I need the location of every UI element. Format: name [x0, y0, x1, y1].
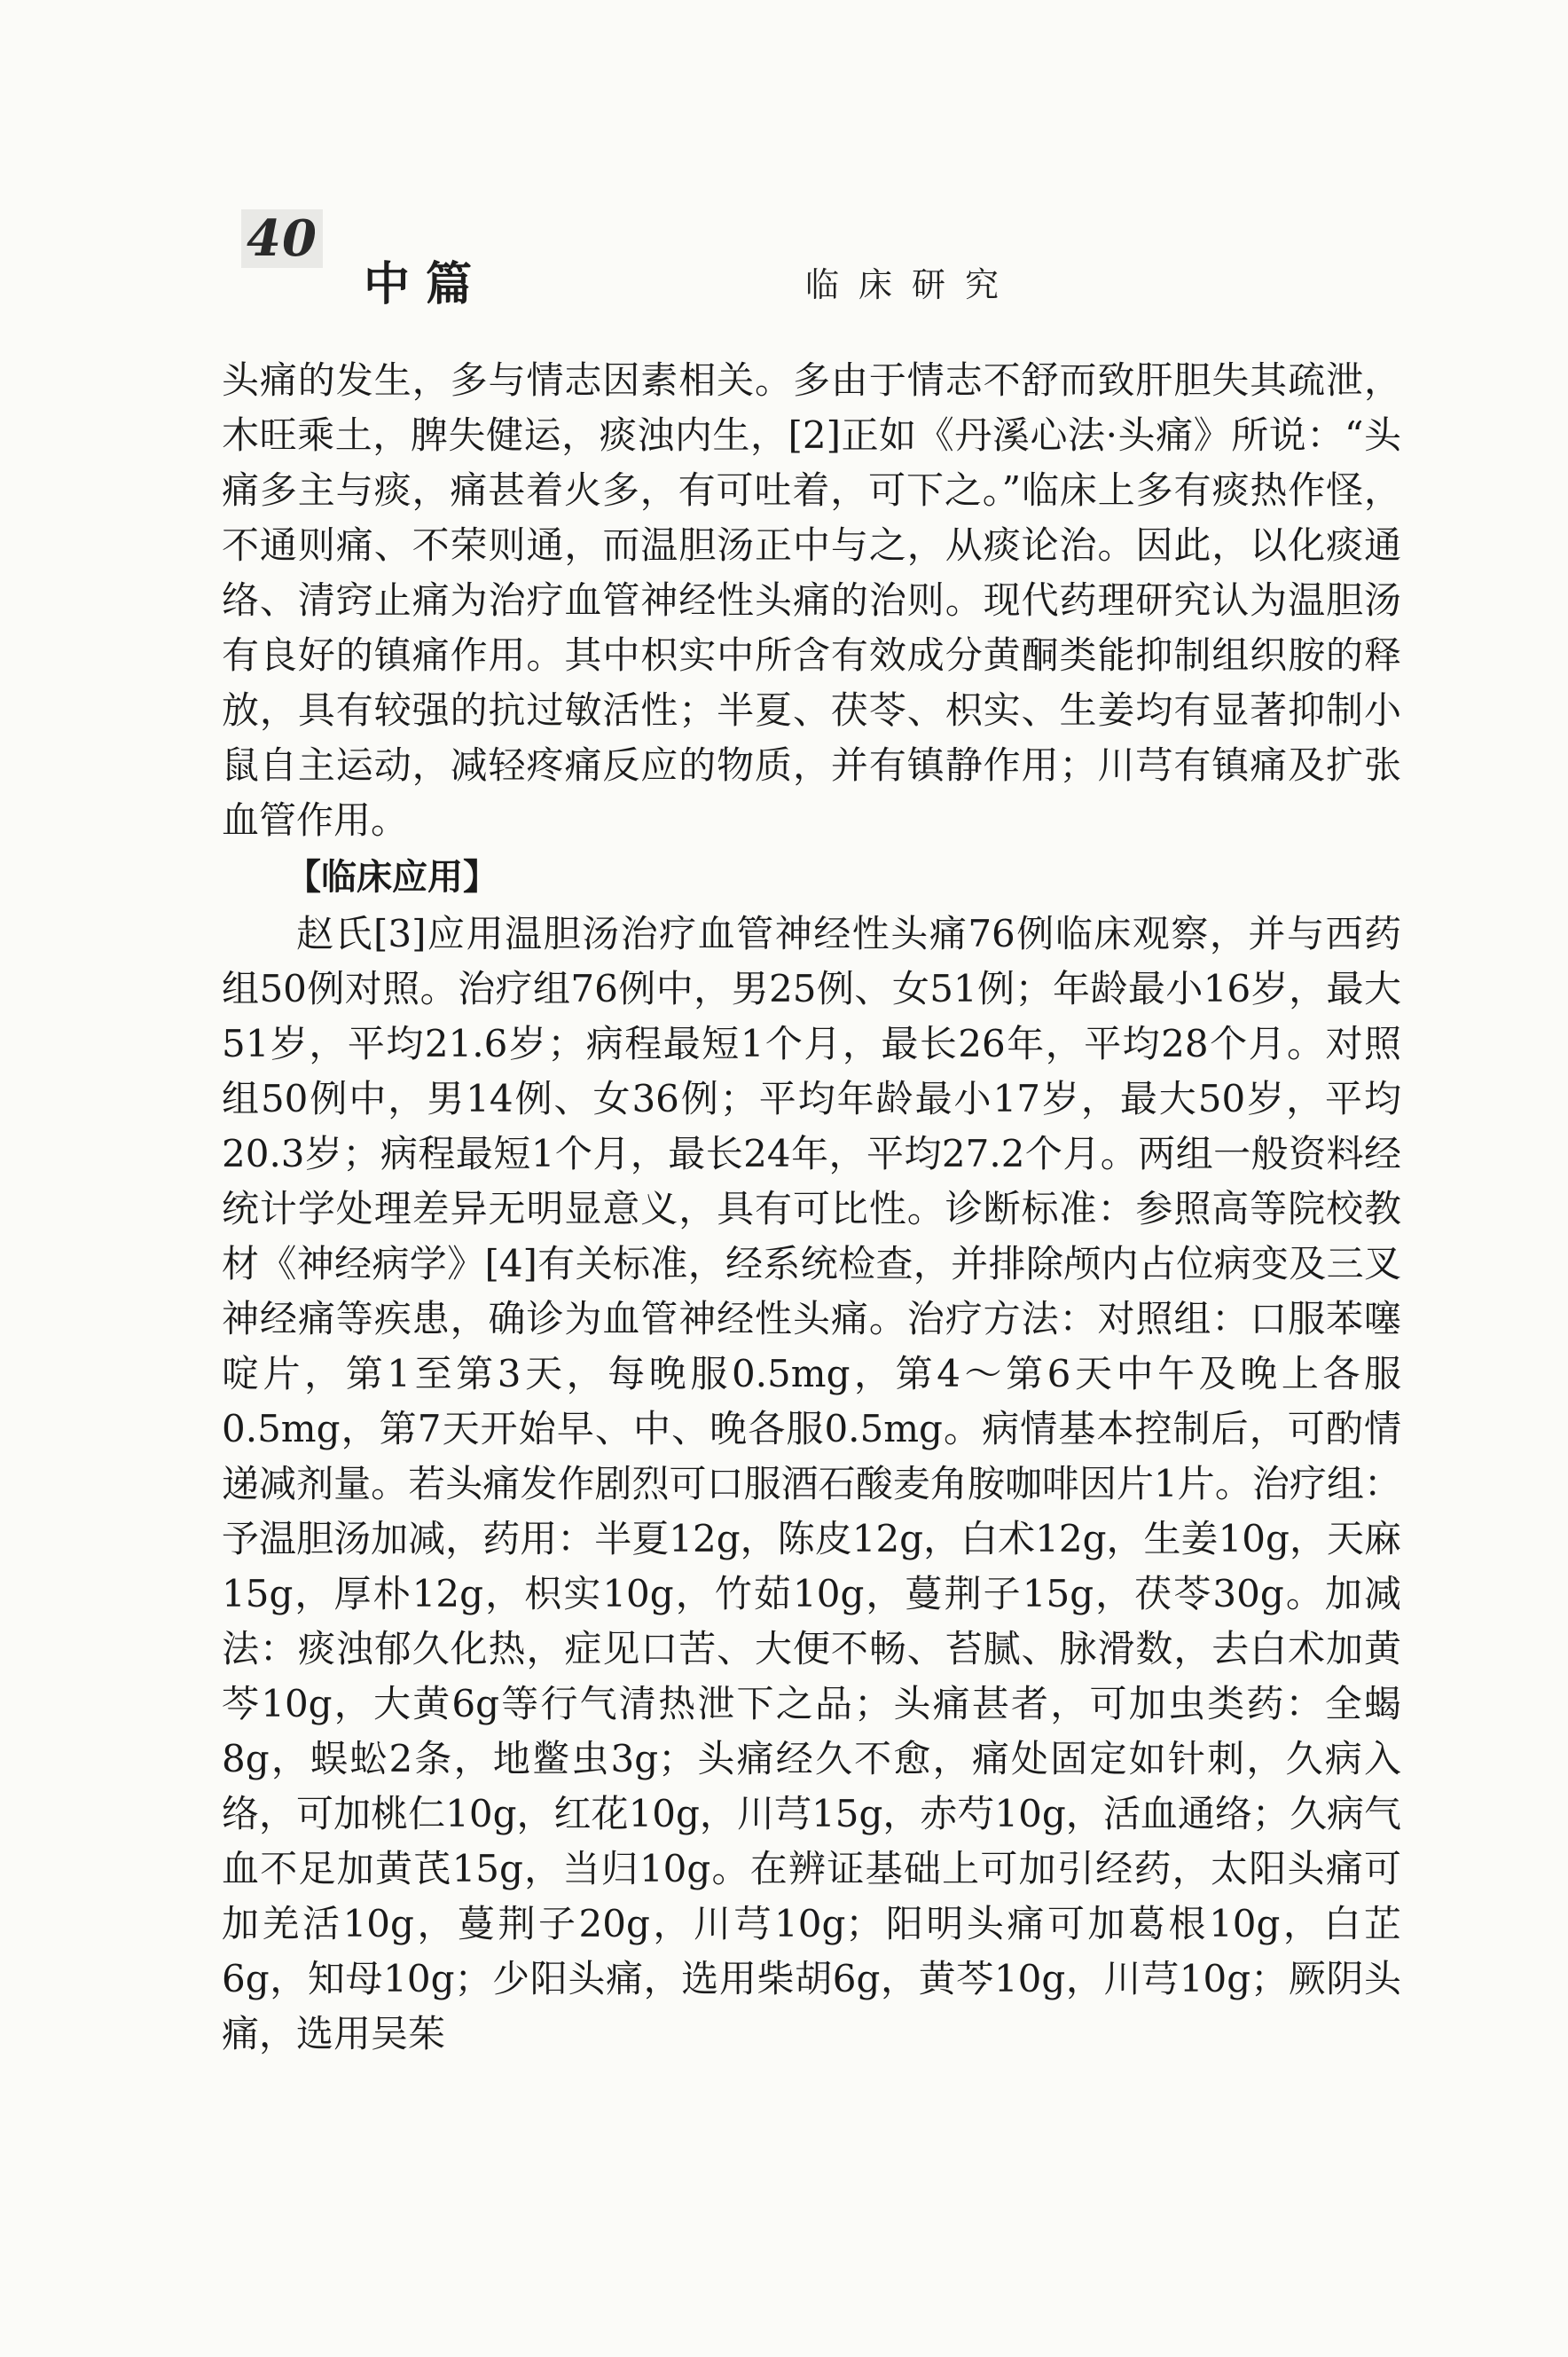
page-body — [222, 353, 1401, 2062]
part-title: 中篇 — [364, 258, 489, 311]
page-number: 40 — [241, 209, 323, 268]
section-heading: 【临床应用】 — [286, 857, 498, 898]
page-header — [0, 0, 1568, 355]
paragraph-intro: 头痛的发生，多与情志因素相关。多由于情志不舒而致肝胆失其疏泄，木旺乘土，脾失健运，痰浊内生，[2]正如《丹溪心法·头痛》所说：“头痛多主与痰，痛甚着火多，有可吐着，可下之。”临床上多有痰热作怪，不通则痛、不荣则通，而温胆汤正中与之，从痰论治。因此，以化痰通络、清窍止痛为治疗血管神经性头痛的治则。现代药理研究认为温胆汤有良好的镇痛作用。其中枳实中所含有效成分黄酮类能抑制组织胺的释放，具有较强的抗过敏活性；半夏、茯苓、枳实、生姜均有显著抑制小鼠自主运动，减轻疼痛反应的物质，并有镇静作用；川芎有镇痛及扩张血管作用。 — [222, 358, 1401, 842]
section-title: 临床研究 — [805, 265, 1019, 304]
paragraph-clinical: 赵氏[3]应用温胆汤治疗血管神经性头痛76例临床观察，并与西药组50例对照。治疗组76例中，男25例、女51例；年龄最小16岁，最大51岁，平均21.6岁；病程最短1个月，最长26年，平均28个月。对照组50例中，男14例、女36例；平均年龄最小17岁，最大50岁，平均20.3岁；病程最短1个月，最长24年，平均27.2个月。两组一般资料经统计学处理差异无明显意义，具有可比性。诊断标准：参照高等院校教材《神经病学》[4]有关标准，经系统检查，并排除颅内占位病变及三叉神经痛等疾患，确诊为血管神经性头痛。治疗方法：对照组：口服苯噻啶片，第1至第3天，每晚服0.5mg，第4～第6天中午及晚上各服0.5mg，第7天开始早、中、晚各服0.5mg。病情基本控制后，可酌情递减剂量。若头痛发作剧烈可口服酒石酸麦角胺咖啡因片1片。治疗组：予温胆汤加减，药用：半夏12g，陈皮12g，白术12g，生姜10g，天麻15g，厚朴12g，枳实10g，竹茹10g，蔓荆子15g，茯苓30g。加减法：痰浊郁久化热，症见口苦、大便不畅、苔腻、脉滑数，去白术加黄芩10g，大黄6g等行气清热泄下之品；头痛甚者，可加虫类药：全蝎8g，蜈蚣2条，地鳖虫3g；头痛经久不愈，痛处固定如针刺，久病入络，可加桃仁10g，红花10g，川芎15g，赤芍10g，活血通络；久病气血不足加黄芪15g，当归10g。在辨证基础上可加引经药，太阳头痛可加羌活10g，蔓荆子20g，川芎10g；阳明头痛可加葛根10g，白芷6g，知母10g；少阳头痛，选用柴胡6g，黄芩10g，川芎10g；厥阴头痛，选用吴茱 — [222, 912, 1401, 2055]
